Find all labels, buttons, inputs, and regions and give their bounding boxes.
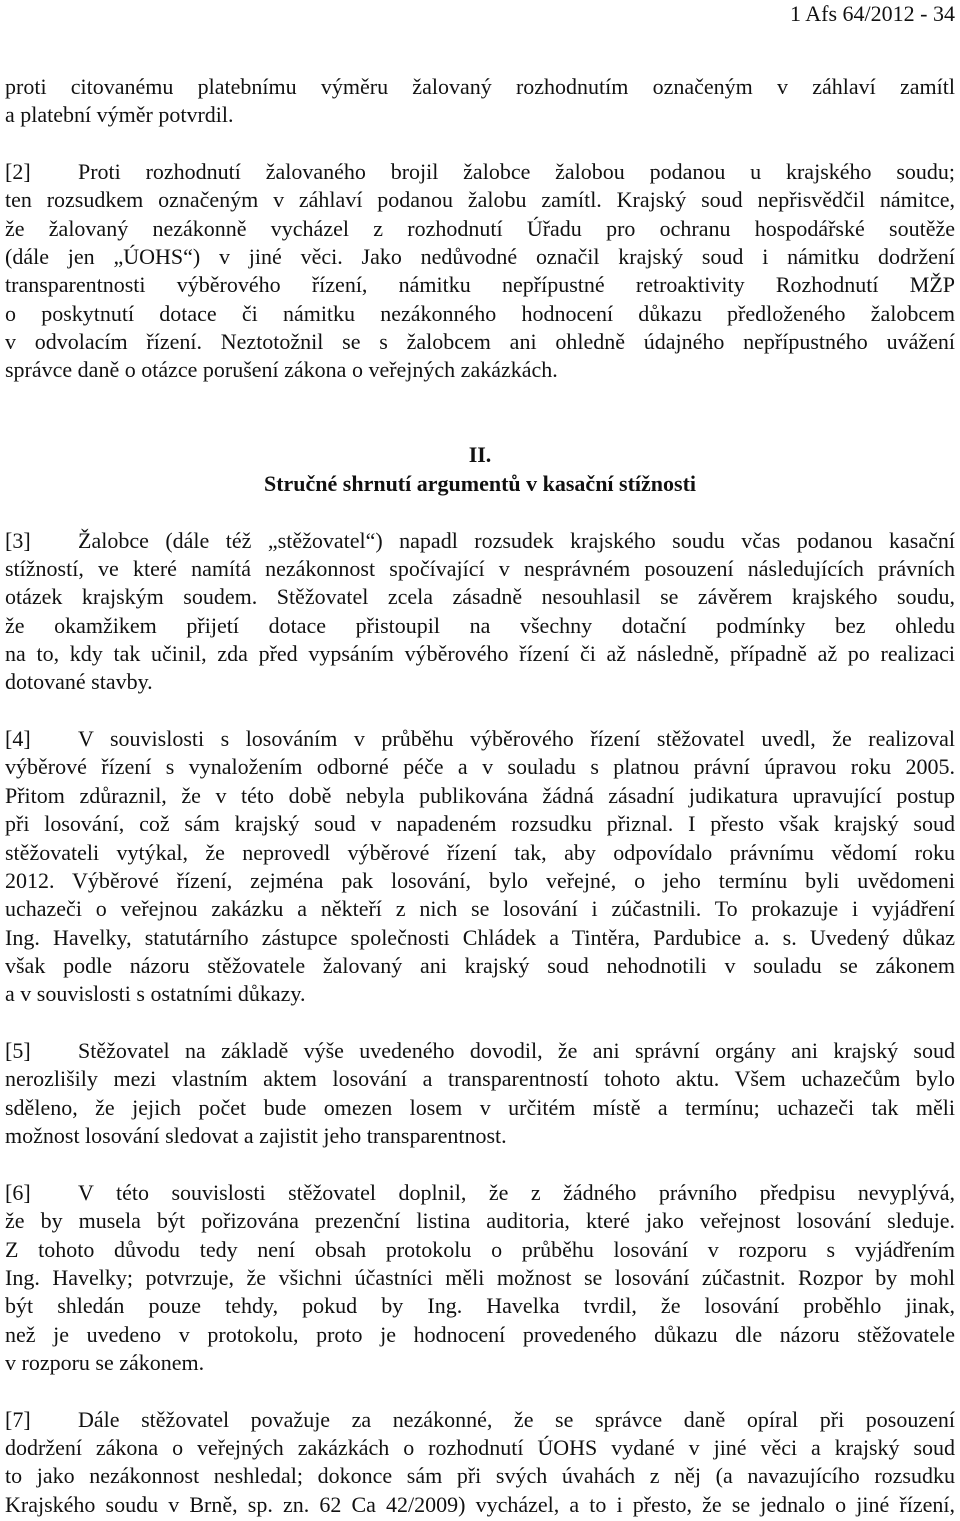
paragraph-line: a platební výměr potvrdil. [5,102,234,128]
paragraph-4 [5,725,955,1009]
paragraph-line-text: V této souvislosti stěžovatel doplnil, že z žádného právního předpisu nevyplývá, [78,1179,955,1205]
paragraph-first-line [5,1037,955,1065]
paragraph-line: a v souvislosti s ostatními důkazy. [5,981,306,1007]
paragraph-line: to jako nezákonnost neshledal; dokonce sám při svých úvahách z něj (a navazujícího rozsudku [5,1463,955,1489]
paragraph-continuation [5,73,955,130]
paragraph-line: že žalovaný nezákonně vycházel z rozhodnutí Úřadu pro ochranu hospodářské soutěže [5,215,955,241]
paragraph-line: ten rozsudkem označeným v záhlaví podanou žalobu zamítl. Krajský soud nepřisvědčil námitce, [5,187,955,213]
section-title: Stručné shrnutí argumentů v kasační stížnosti [263,470,697,496]
paragraph-line: uchazeči o veřejnou zakázku a někteří z nich se losování i zúčastnili. To prokazuje i vyjádření [5,896,955,922]
paragraph-number: [3] [5,527,31,553]
paragraph-number: [4] [5,726,31,752]
paragraph-line: na to, kdy tak učinil, zda před vypsáním výběrového řízení či až následně, případně až po realizaci [5,640,955,666]
paragraph-line-text: V souvislosti s losováním v průběhu výběrového řízení stěžovatel uvedl, že realizoval [78,726,955,752]
paragraph-number: [2] [5,158,31,184]
paragraph-first-line [5,158,955,186]
paragraph-line-text: Dále stěžovatel považuje za nezákonné, že se správce daně opíral při posouzení [78,1406,955,1432]
paragraph-line: o poskytnutí dotace či námitku nezákonného hodnocení důkazu předloženého žalobcem [5,300,955,326]
paragraph-line: (dále jen „ÚOHS“) v jiné věci. Jako nedůvodné označil krajský soud i námitku dodržení [5,243,955,269]
paragraph-line: otázek krajským soudem. Stěžovatel zcela zásadně nesouhlasil se závěrem krajského soudu, [5,584,955,610]
paragraph-line: 2012. Výběrové řízení, zejména pak losování, bylo veřejné, o jeho termínu byli uvědomeni [5,867,955,893]
paragraph-first-line [5,1406,955,1434]
paragraph-number: [6] [5,1179,31,1205]
paragraph-7 [5,1406,955,1519]
paragraph-number: [7] [5,1406,31,1432]
paragraph-2 [5,158,955,385]
paragraph-line: proti citovanému platebnímu výměru žalovaný rozhodnutím označeným v záhlaví zamítl [5,73,955,99]
paragraph-line: Ing. Havelky, statutárního zástupce společnosti Chládek a Tintěra, Pardubice a. s. Uvedený důkaz [5,924,955,950]
paragraph-line-text: Žalobce (dále též „stěžovatel“) napadl rozsudek krajského soudu včas podanou kasační [78,527,955,553]
paragraph-line: při losování, což sám krajský soud v napadeném rozsudku přiznal. I přesto však krajský soud [5,811,955,837]
document-body [5,73,955,1519]
paragraph-3 [5,527,955,697]
paragraph-5 [5,1037,955,1150]
section-heading [5,441,955,498]
paragraph-line-text: Stěžovatel na základě výše uvedeného dovodil, že ani správní orgány ani krajský soud [78,1038,955,1064]
paragraph-line: výběrové řízení s vynaložením odborné péče a v souladu s platnou právní úpravou roku 2005. [5,754,955,780]
paragraph-line: sděleno, že jejich počet bude omezen losem v určitém místě a termínu; uchazeči tak měli [5,1094,955,1120]
paragraph-first-line [5,527,955,555]
paragraph-line: transparentnosti výběrového řízení, námitku nepřípustné retroaktivity Rozhodnutí MŽP [5,272,955,298]
paragraph-line: než je uvedeno v protokolu, proto je hodnocení provedeného důkazu dle názoru stěžovatele [5,1321,955,1347]
paragraph-line: možnost losování sledovat a zajistit jeho transparentnost. [5,1123,507,1149]
paragraph-line: být shledán pouze tehdy, pokud by Ing. Havelka tvrdil, že losování proběhlo jinak, [5,1293,955,1319]
paragraph-line: že by musela být pořizována prezenční listina auditoria, které jako veřejnost losování sleduje. [5,1208,955,1234]
paragraph-line: však podle názoru stěžovatele žalovaný ani krajský soud nehodnotili v souladu se zákonem [5,952,955,978]
paragraph-line: že okamžikem přijetí dotace přistoupil na všechny dotační podmínky bez ohledu [5,612,955,638]
paragraph-line: Krajského soudu v Brně, sp. zn. 62 Ca 42/2009) vycházel, a to i přesto, že se jednalo o jiné řízení, [5,1491,955,1517]
paragraph-line: nerozlišily mezi vlastním aktem losování a transparentností tohoto aktu. Všem uchazečům bylo [5,1066,955,1092]
paragraph-line: stěžovateli vytýkal, že neprovedl výběrové řízení tak, aby odpovídalo právnímu vědomí roku [5,839,955,865]
paragraph-line: stížností, ve které namítá nezákonnost spočívající v nesprávném posouzení následujících právních [5,555,955,581]
paragraph-line: dodržení zákona o veřejných zakázkách o rozhodnutí ÚOHS vydané v jiné věci a krajský soud [5,1435,955,1461]
paragraph-6 [5,1179,955,1378]
section-numeral: II. [468,442,492,468]
paragraph-line: Ing. Havelky; potvrzuje, že všichni účastníci měli možnost se losování zúčastnit. Rozpor by mohl [5,1264,955,1290]
paragraph-first-line [5,1179,955,1207]
paragraph-line: správce daně o otázce porušení zákona o veřejných zakázkách. [5,357,558,383]
paragraph-line-text: Proti rozhodnutí žalovaného brojil žalobce žalobou podanou u krajského soudu; [78,158,955,184]
paragraph-first-line [5,725,955,753]
case-number-header: 1 Afs 64/2012 - 34 [790,1,955,26]
paragraph-line: dotované stavby. [5,669,153,695]
paragraph-line: Z tohoto důvodu tedy není obsah protokolu o průběhu losování v rozporu s vyjádřením [5,1236,955,1262]
paragraph-line: Přitom zdůraznil, že v této době nebyla publikována žádná zásadní judikatura upravující postup [5,782,955,808]
paragraph-line: v rozporu se zákonem. [5,1349,205,1375]
paragraph-line: v odvolacím řízení. Neztotožnil se s žalobcem ani ohledně údajného nepřípustného uvážení [5,329,955,355]
paragraph-number: [5] [5,1038,31,1064]
